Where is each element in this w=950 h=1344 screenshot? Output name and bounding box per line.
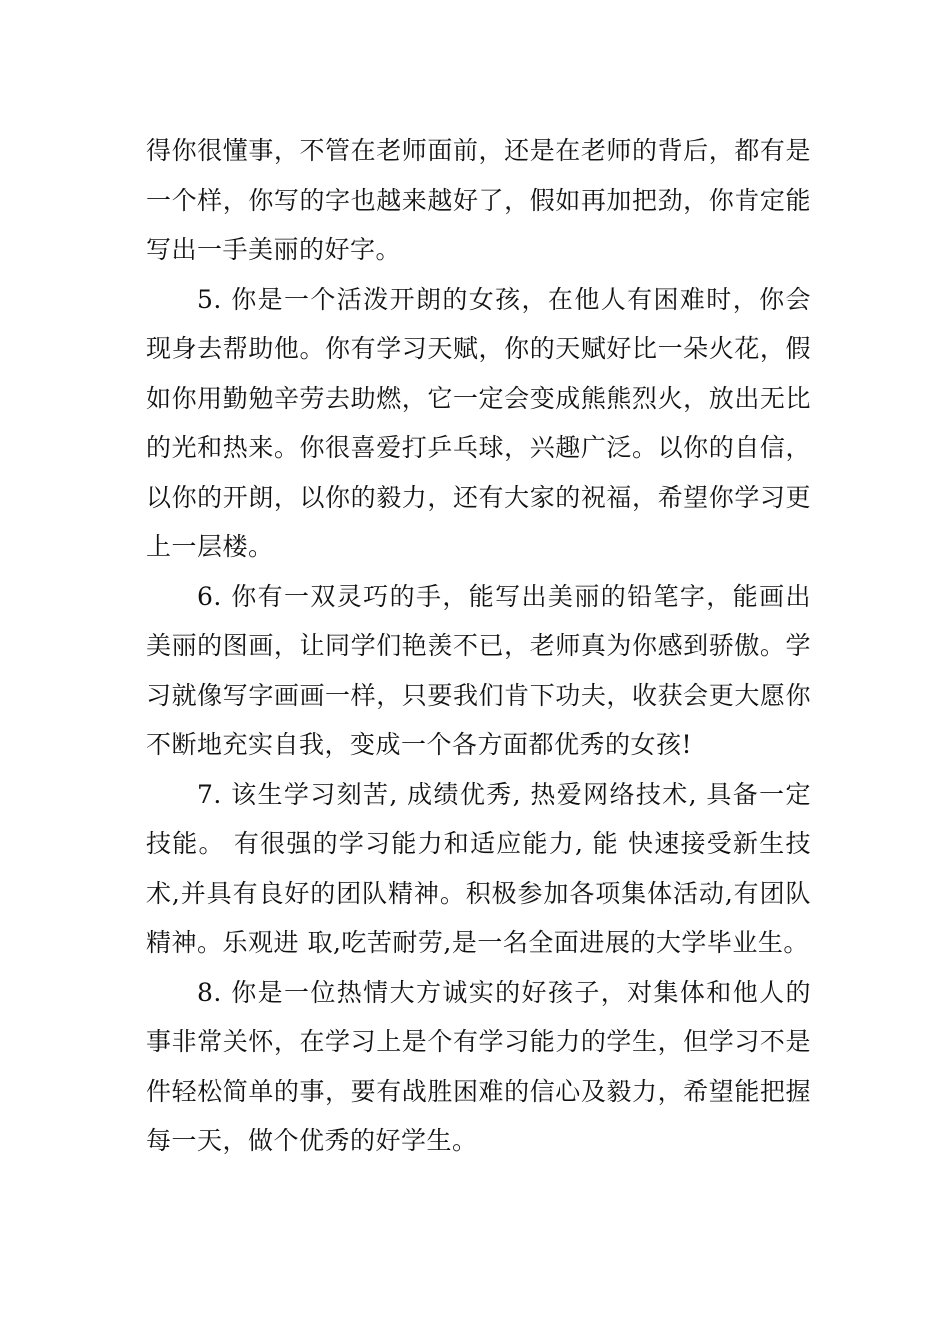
- paragraph-item-6: 6. 你有一双灵巧的手，能写出美丽的铅笔字，能画出美丽的图画，让同学们艳羡不已，老师真为你感到骄傲。学习就像写字画画一样，只要我们肯下功夫，收获会更大愿你不断地充实自我，变成一个各方面都优秀的女孩!: [146, 581, 811, 759]
- paragraph-item-5: 5. 你是一个活泼开朗的女孩，在他人有困难时，你会现身去帮助他。你有学习天赋，你的天赋好比一朵火花，假如你用勤勉辛劳去助燃，它一定会变成熊熊烈火，放出无比的光和热来。你很喜爱打乒乓球，兴趣广泛。以你的自信，以你的开朗，以你的毅力，还有大家的祝福，希望你学习更上一层楼。: [146, 284, 811, 561]
- document-body: [146, 126, 811, 1166]
- paragraph-continuation: 得你很懂事，不管在老师面前，还是在老师的背后，都有是一个样，你写的字也越来越好了，假如再加把劲，你肯定能写出一手美丽的好字。: [146, 136, 811, 264]
- paragraph-item-7: 7. 该生学习刻苦, 成绩优秀, 热爱网络技术, 具备一定技能。 有很强的学习能力和适应能力, 能 快速接受新生技术,并具有良好的团队精神。积极参加各项集体活动,有团队精神。乐观进 取,吃苦耐劳,是一名全面进展的大学毕业生。: [146, 779, 811, 957]
- paragraph-item-8: 8. 你是一位热情大方诚实的好孩子，对集体和他人的事非常关怀，在学习上是个有学习能力的学生，但学习不是件轻松简单的事，要有战胜困难的信心及毅力，希望能把握每一天，做个优秀的好学生。: [146, 977, 811, 1155]
